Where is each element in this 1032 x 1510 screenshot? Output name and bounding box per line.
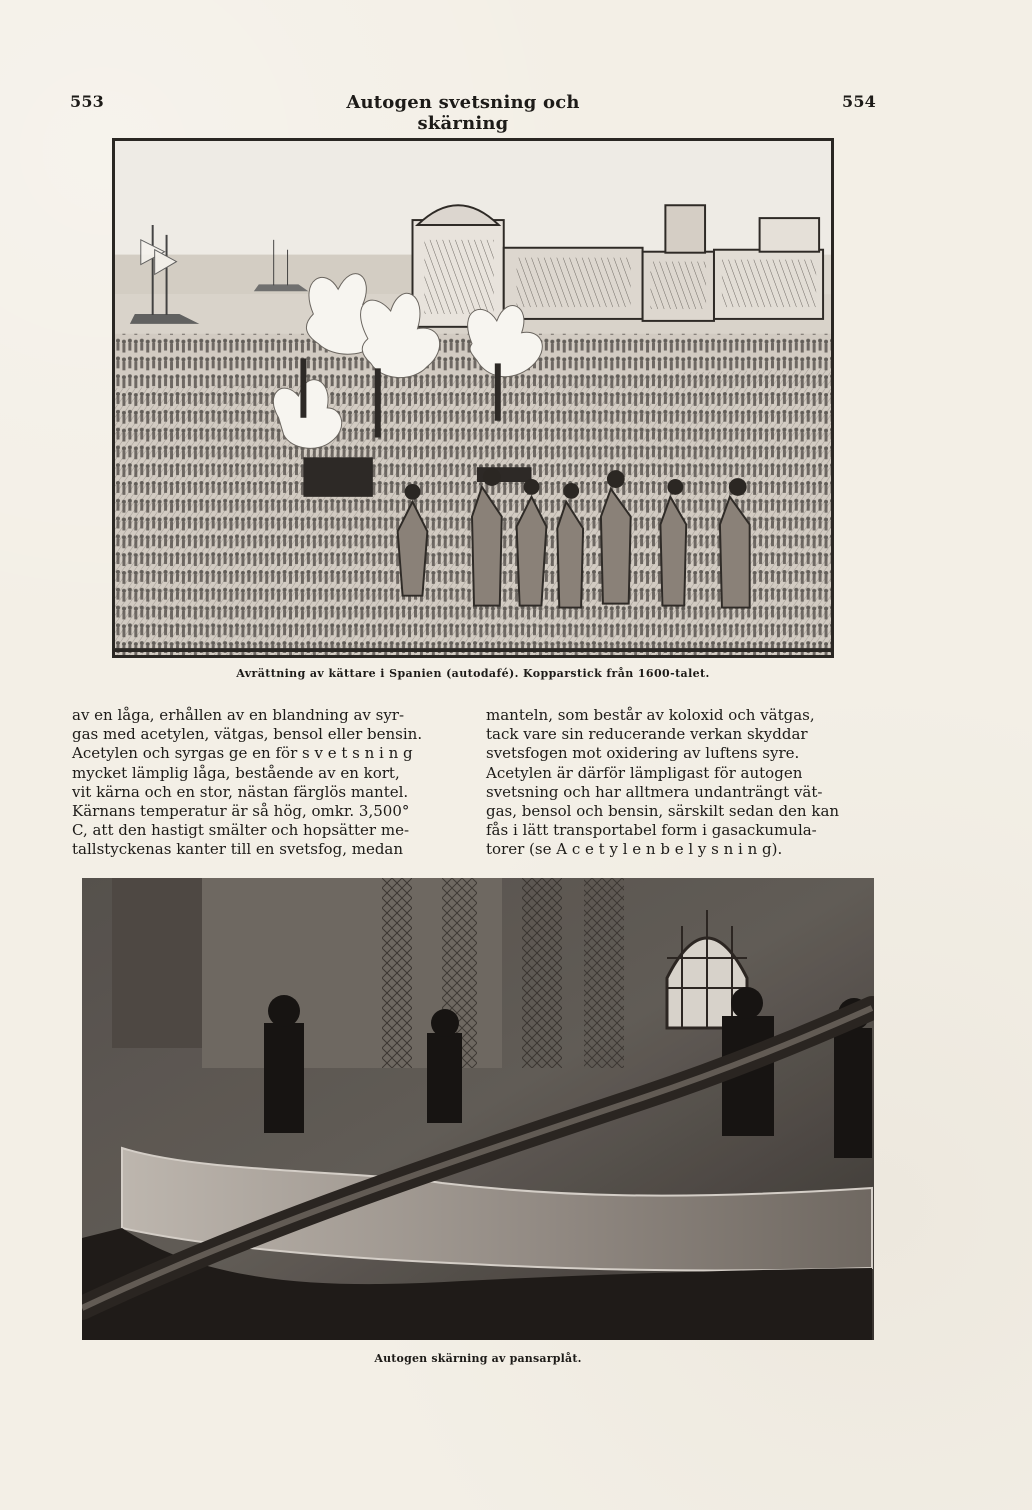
left-column-line: C, att den hastigt smälter och hopsätter me- (72, 821, 410, 840)
right-page-number: 554 (842, 92, 876, 111)
left-page-number: 553 (70, 92, 104, 111)
right-column-line: manteln, som består av koloxid och vätgas, (486, 706, 815, 724)
left-column-line: av en låga, erhållen av en blandning av syr- (72, 706, 405, 724)
right-column-line: gas, bensol och bensin, särskilt sedan den kan (486, 802, 840, 821)
right-column-line: tack vare sin reducerande verkan skyddar (486, 725, 808, 744)
right-column-line: Acetylen är därför lämpligast för autogen (486, 763, 803, 782)
left-column-line: gas med acetylen, vätgas, bensol eller bensin. (72, 725, 423, 744)
left-column-line: vit kärna och en stor, nästan färglös mantel. (72, 782, 409, 801)
left-column-line: mycket lämplig låga, bestående av en kort, (72, 763, 400, 782)
left-column-line: tallstyckenas kanter till en svetsfog, medan (72, 840, 404, 859)
historical-engraving (112, 138, 834, 658)
industrial-photo (82, 878, 874, 1340)
page-title: Autogen svetsning och skärning (346, 92, 580, 134)
engraving-caption: Avrättning av kättare i Spanien (autodafé). Kopparstick från 1600-talet. (236, 667, 710, 680)
left-column-line: Kärnans temperatur är så hög, omkr. 3,500° (72, 802, 410, 821)
right-column-line: svetsning och har alltmera undanträngt vät- (486, 782, 823, 801)
photo-caption: Autogen skärning av pansarplåt. (374, 1352, 582, 1365)
left-column-line: Acetylen och syrgas ge en för s v e t s n i n g (72, 744, 413, 763)
right-column-line: torer (se A c e t y l e n b e l y s n i n g). (486, 840, 783, 859)
right-column-line: svetsfogen mot oxidering av luftens syre. (486, 744, 800, 763)
right-text-column (486, 706, 860, 860)
left-text-column (72, 706, 446, 860)
right-column-line: fås i lätt transportabel form i gasackumula- (486, 821, 817, 840)
